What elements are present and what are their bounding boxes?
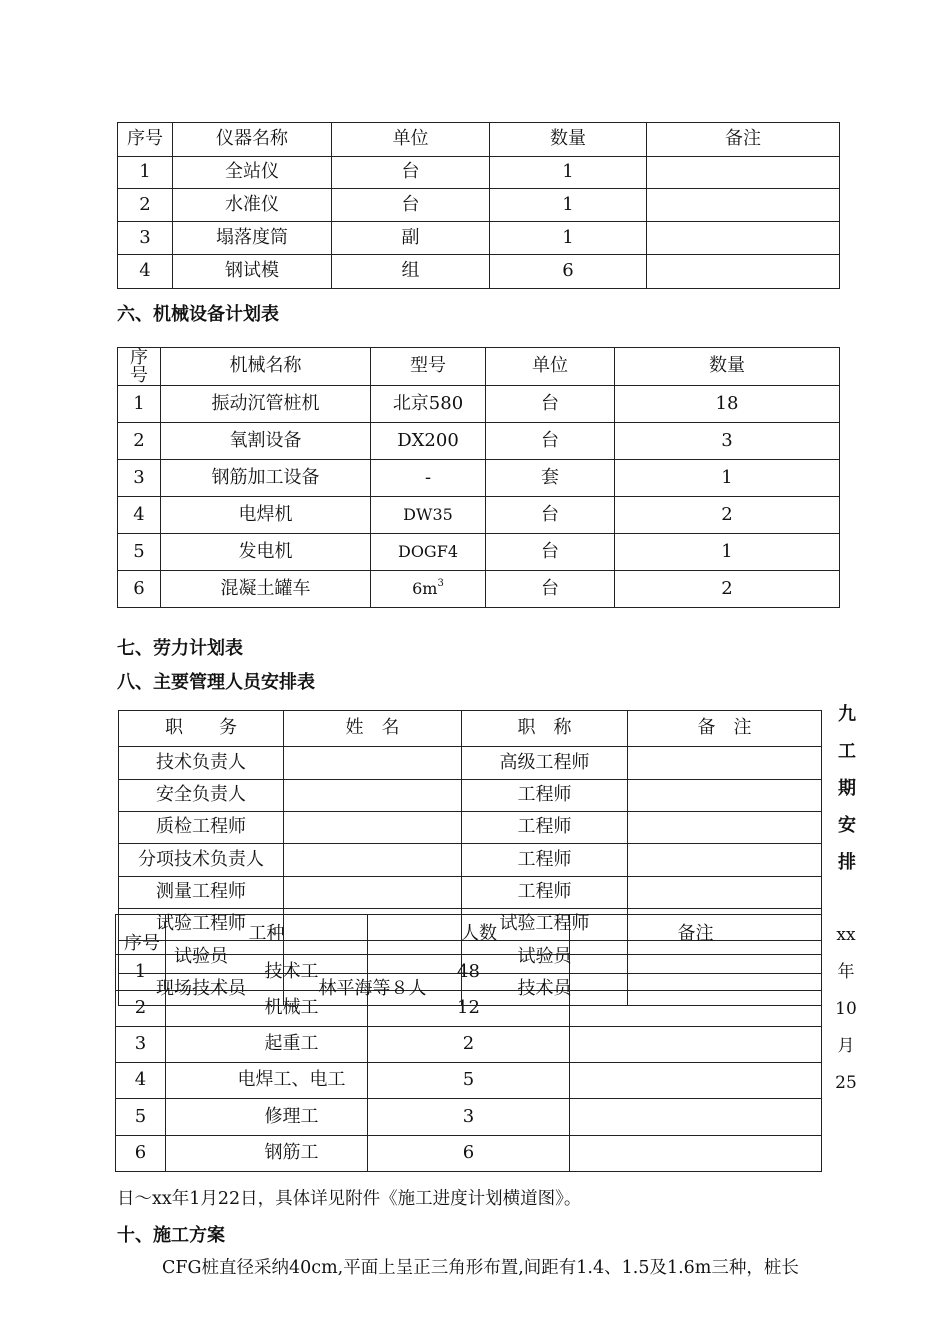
- table-cell: [570, 1099, 822, 1136]
- table-cell: 台: [486, 423, 615, 460]
- table-cell: [284, 780, 462, 812]
- table-cell: 2: [615, 571, 840, 608]
- table-cell: 钢筋加工设备: [161, 460, 371, 497]
- table-cell: [570, 1027, 822, 1063]
- header-cell-no: [118, 348, 161, 386]
- header-cell: 机械名称: [161, 348, 371, 386]
- table-cell: 安全负责人: [119, 780, 284, 812]
- section-7-heading: 七、劳力计划表: [117, 638, 243, 659]
- table-cell: 5: [368, 1063, 570, 1099]
- table-cell: 2: [615, 497, 840, 534]
- table-cell: [628, 941, 822, 974]
- table-cell: 工程师: [462, 812, 628, 844]
- table-cell: 3: [118, 460, 161, 497]
- header-cell: 职 称: [462, 711, 628, 747]
- table-cell: 2: [118, 189, 173, 222]
- table-row: [118, 222, 840, 255]
- table-cell: 技术员: [462, 974, 628, 1006]
- header-cell: 备 注: [628, 711, 822, 747]
- table-cell: 试验工程师: [462, 909, 628, 941]
- table-row: [119, 812, 822, 844]
- table-cell: [628, 909, 822, 941]
- table-cell: DW35: [371, 497, 486, 534]
- table-row: [119, 909, 822, 941]
- table-cell: 6: [116, 1136, 166, 1172]
- table-row: [119, 844, 822, 877]
- section-10-heading: 十、施工方案: [117, 1225, 225, 1246]
- table-cell: 起重工: [166, 1027, 368, 1063]
- table-cell: 试验工程师: [119, 909, 284, 941]
- table-cell: 技术工: [166, 955, 368, 991]
- table-cell: [628, 812, 822, 844]
- table-cell: 1: [615, 534, 840, 571]
- table-cell: 6: [490, 255, 647, 289]
- vertical-char: 安: [838, 815, 856, 836]
- table-cell: 台: [486, 534, 615, 571]
- schedule-text: 日～xx年1月22日，具体详见附件《施工进度计划横道图》。: [117, 1189, 582, 1209]
- header-no-line1: 序: [130, 347, 148, 369]
- header-cell: 备注: [647, 123, 840, 157]
- table-cell: 高级工程师: [462, 747, 628, 780]
- table-cell: 测量工程师: [119, 877, 284, 909]
- table-cell: 分项技术负责人: [119, 844, 284, 877]
- table-cell: 4: [118, 255, 173, 289]
- table-cell: 林平海等８人: [284, 974, 462, 1006]
- table-cell: 钢试模: [173, 255, 332, 289]
- table-row: [119, 747, 822, 780]
- table-cell: [647, 255, 840, 289]
- table-cell: [284, 877, 462, 909]
- header-cell: 序号: [116, 915, 166, 955]
- header-cell: 数量: [615, 348, 840, 386]
- machinery-table: [117, 347, 840, 608]
- table-cell: 组: [332, 255, 490, 289]
- table-cell-volume: [371, 571, 486, 608]
- section-6-heading: 六、机械设备计划表: [117, 304, 279, 325]
- header-cell: 职 务: [119, 711, 284, 747]
- table-cell: 5: [116, 1099, 166, 1136]
- header-cell: 数量: [490, 123, 647, 157]
- vertical-date-part: 年: [837, 962, 855, 982]
- table-cell: 台: [332, 189, 490, 222]
- table-cell: 1: [490, 222, 647, 255]
- table-cell: 工程师: [462, 780, 628, 812]
- table-row: [119, 941, 822, 974]
- header-cell: 仪器名称: [173, 123, 332, 157]
- table-row: [118, 460, 840, 497]
- table-cell: [628, 747, 822, 780]
- table-cell: 试验员: [462, 941, 628, 974]
- vertical-date-part: 10: [835, 999, 857, 1019]
- table-cell: 台: [486, 386, 615, 423]
- header-cell: 工种: [166, 915, 368, 955]
- table-cell: [284, 747, 462, 780]
- table-cell: 12: [368, 991, 570, 1027]
- table-cell: 4: [116, 1063, 166, 1099]
- table-cell: 工程师: [462, 844, 628, 877]
- table-cell: [628, 844, 822, 877]
- management-table: [118, 710, 822, 1006]
- table-cell: [284, 941, 462, 974]
- table-cell: 5: [118, 534, 161, 571]
- header-cell: 单位: [332, 123, 490, 157]
- table-cell: [628, 780, 822, 812]
- header-no-line2: 号: [130, 364, 148, 386]
- table-cell: 18: [615, 386, 840, 423]
- table-cell: 2: [118, 423, 161, 460]
- table-cell: 技术负责人: [119, 747, 284, 780]
- table-cell: 混凝土罐车: [161, 571, 371, 608]
- header-cell: 型号: [371, 348, 486, 386]
- vertical-char: 期: [838, 778, 856, 799]
- table-row: [119, 780, 822, 812]
- table-cell: 钢筋工: [166, 1136, 368, 1172]
- section-8-heading: 八、主要管理人员安排表: [117, 672, 315, 693]
- table-cell: [628, 974, 822, 1006]
- table-cell: 6: [368, 1136, 570, 1172]
- table-cell: 水准仪: [173, 189, 332, 222]
- table-cell: 氧割设备: [161, 423, 371, 460]
- table-cell: 套: [486, 460, 615, 497]
- table-cell: 修理工: [166, 1099, 368, 1136]
- table-row: [118, 534, 840, 571]
- table-cell: 3: [368, 1099, 570, 1136]
- table-row: [116, 1136, 822, 1172]
- table-cell: 台: [332, 157, 490, 189]
- table-cell: DX200: [371, 423, 486, 460]
- table-cell: [647, 189, 840, 222]
- table-cell: 3: [615, 423, 840, 460]
- vertical-date-part: 25: [835, 1073, 857, 1093]
- table-cell: 1: [615, 460, 840, 497]
- table-cell: 2: [368, 1027, 570, 1063]
- header-cell: 姓 名: [284, 711, 462, 747]
- table-cell: 副: [332, 222, 490, 255]
- volume-superscript: 3: [437, 577, 444, 589]
- table-cell: 1: [490, 189, 647, 222]
- table-cell: 1: [118, 157, 173, 189]
- section-9-vertical-heading: [834, 696, 860, 881]
- plan-paragraph: CFG桩直径采纳40cm,平面上呈正三角形布置,间距有1.4、1.5及1.6m三种，桩长: [162, 1258, 799, 1278]
- table-cell: 发电机: [161, 534, 371, 571]
- table-cell: 全站仪: [173, 157, 332, 189]
- table-cell: 3: [116, 1027, 166, 1063]
- table-row: [118, 497, 840, 534]
- table-row: [118, 571, 840, 608]
- table-cell: 机械工: [166, 991, 368, 1027]
- table-cell: [647, 157, 840, 189]
- table-row: [116, 1027, 822, 1063]
- vertical-char: 排: [838, 852, 856, 873]
- schedule-date-vertical: [830, 917, 862, 1102]
- table-cell: 试验员: [119, 941, 284, 974]
- table-row: [118, 386, 840, 423]
- table-cell: -: [371, 460, 486, 497]
- table-cell: 塌落度筒: [173, 222, 332, 255]
- vertical-char: 工: [838, 741, 856, 762]
- table-cell: 1: [490, 157, 647, 189]
- table-cell: 1: [116, 955, 166, 991]
- table-cell: [647, 222, 840, 255]
- table-row: [118, 255, 840, 289]
- table-cell: 48: [368, 955, 570, 991]
- table-cell: 2: [116, 991, 166, 1027]
- table-row: [116, 1063, 822, 1099]
- table-header-row: [119, 711, 822, 747]
- table-row: [118, 423, 840, 460]
- vertical-date-part: 月: [837, 1036, 855, 1056]
- header-cell: 单位: [486, 348, 615, 386]
- table-header-row: [118, 123, 840, 157]
- table-cell: 1: [118, 386, 161, 423]
- table-cell: 电焊工、电工: [166, 1063, 368, 1099]
- header-cell: 序号: [118, 123, 173, 157]
- table-cell: [628, 877, 822, 909]
- header-cell: 备注: [570, 915, 822, 955]
- table-cell: [570, 1063, 822, 1099]
- header-cell: 人数: [368, 915, 570, 955]
- volume-value: 6m: [412, 578, 438, 598]
- table-row: [119, 974, 822, 1006]
- instruments-table: [117, 122, 840, 289]
- vertical-char: 九: [838, 704, 856, 725]
- table-cell: 电焊机: [161, 497, 371, 534]
- table-cell: [284, 812, 462, 844]
- table-cell: 质检工程师: [119, 812, 284, 844]
- table-cell: 北京580: [371, 386, 486, 423]
- table-cell: [284, 909, 462, 941]
- table-row: [116, 1099, 822, 1136]
- table-cell: 台: [486, 571, 615, 608]
- table-cell: [284, 844, 462, 877]
- table-cell: 现场技术员: [119, 974, 284, 1006]
- table-cell: [570, 1136, 822, 1172]
- table-row: [118, 157, 840, 189]
- vertical-date-part: xx: [836, 925, 856, 945]
- table-row: [119, 877, 822, 909]
- table-cell: 台: [486, 497, 615, 534]
- table-cell: 4: [118, 497, 161, 534]
- table-cell: 3: [118, 222, 173, 255]
- table-cell: DOGF4: [371, 534, 486, 571]
- table-cell: 振动沉管桩机: [161, 386, 371, 423]
- table-cell: 6: [118, 571, 161, 608]
- table-header-row: [118, 348, 840, 386]
- table-cell: 工程师: [462, 877, 628, 909]
- table-row: [118, 189, 840, 222]
